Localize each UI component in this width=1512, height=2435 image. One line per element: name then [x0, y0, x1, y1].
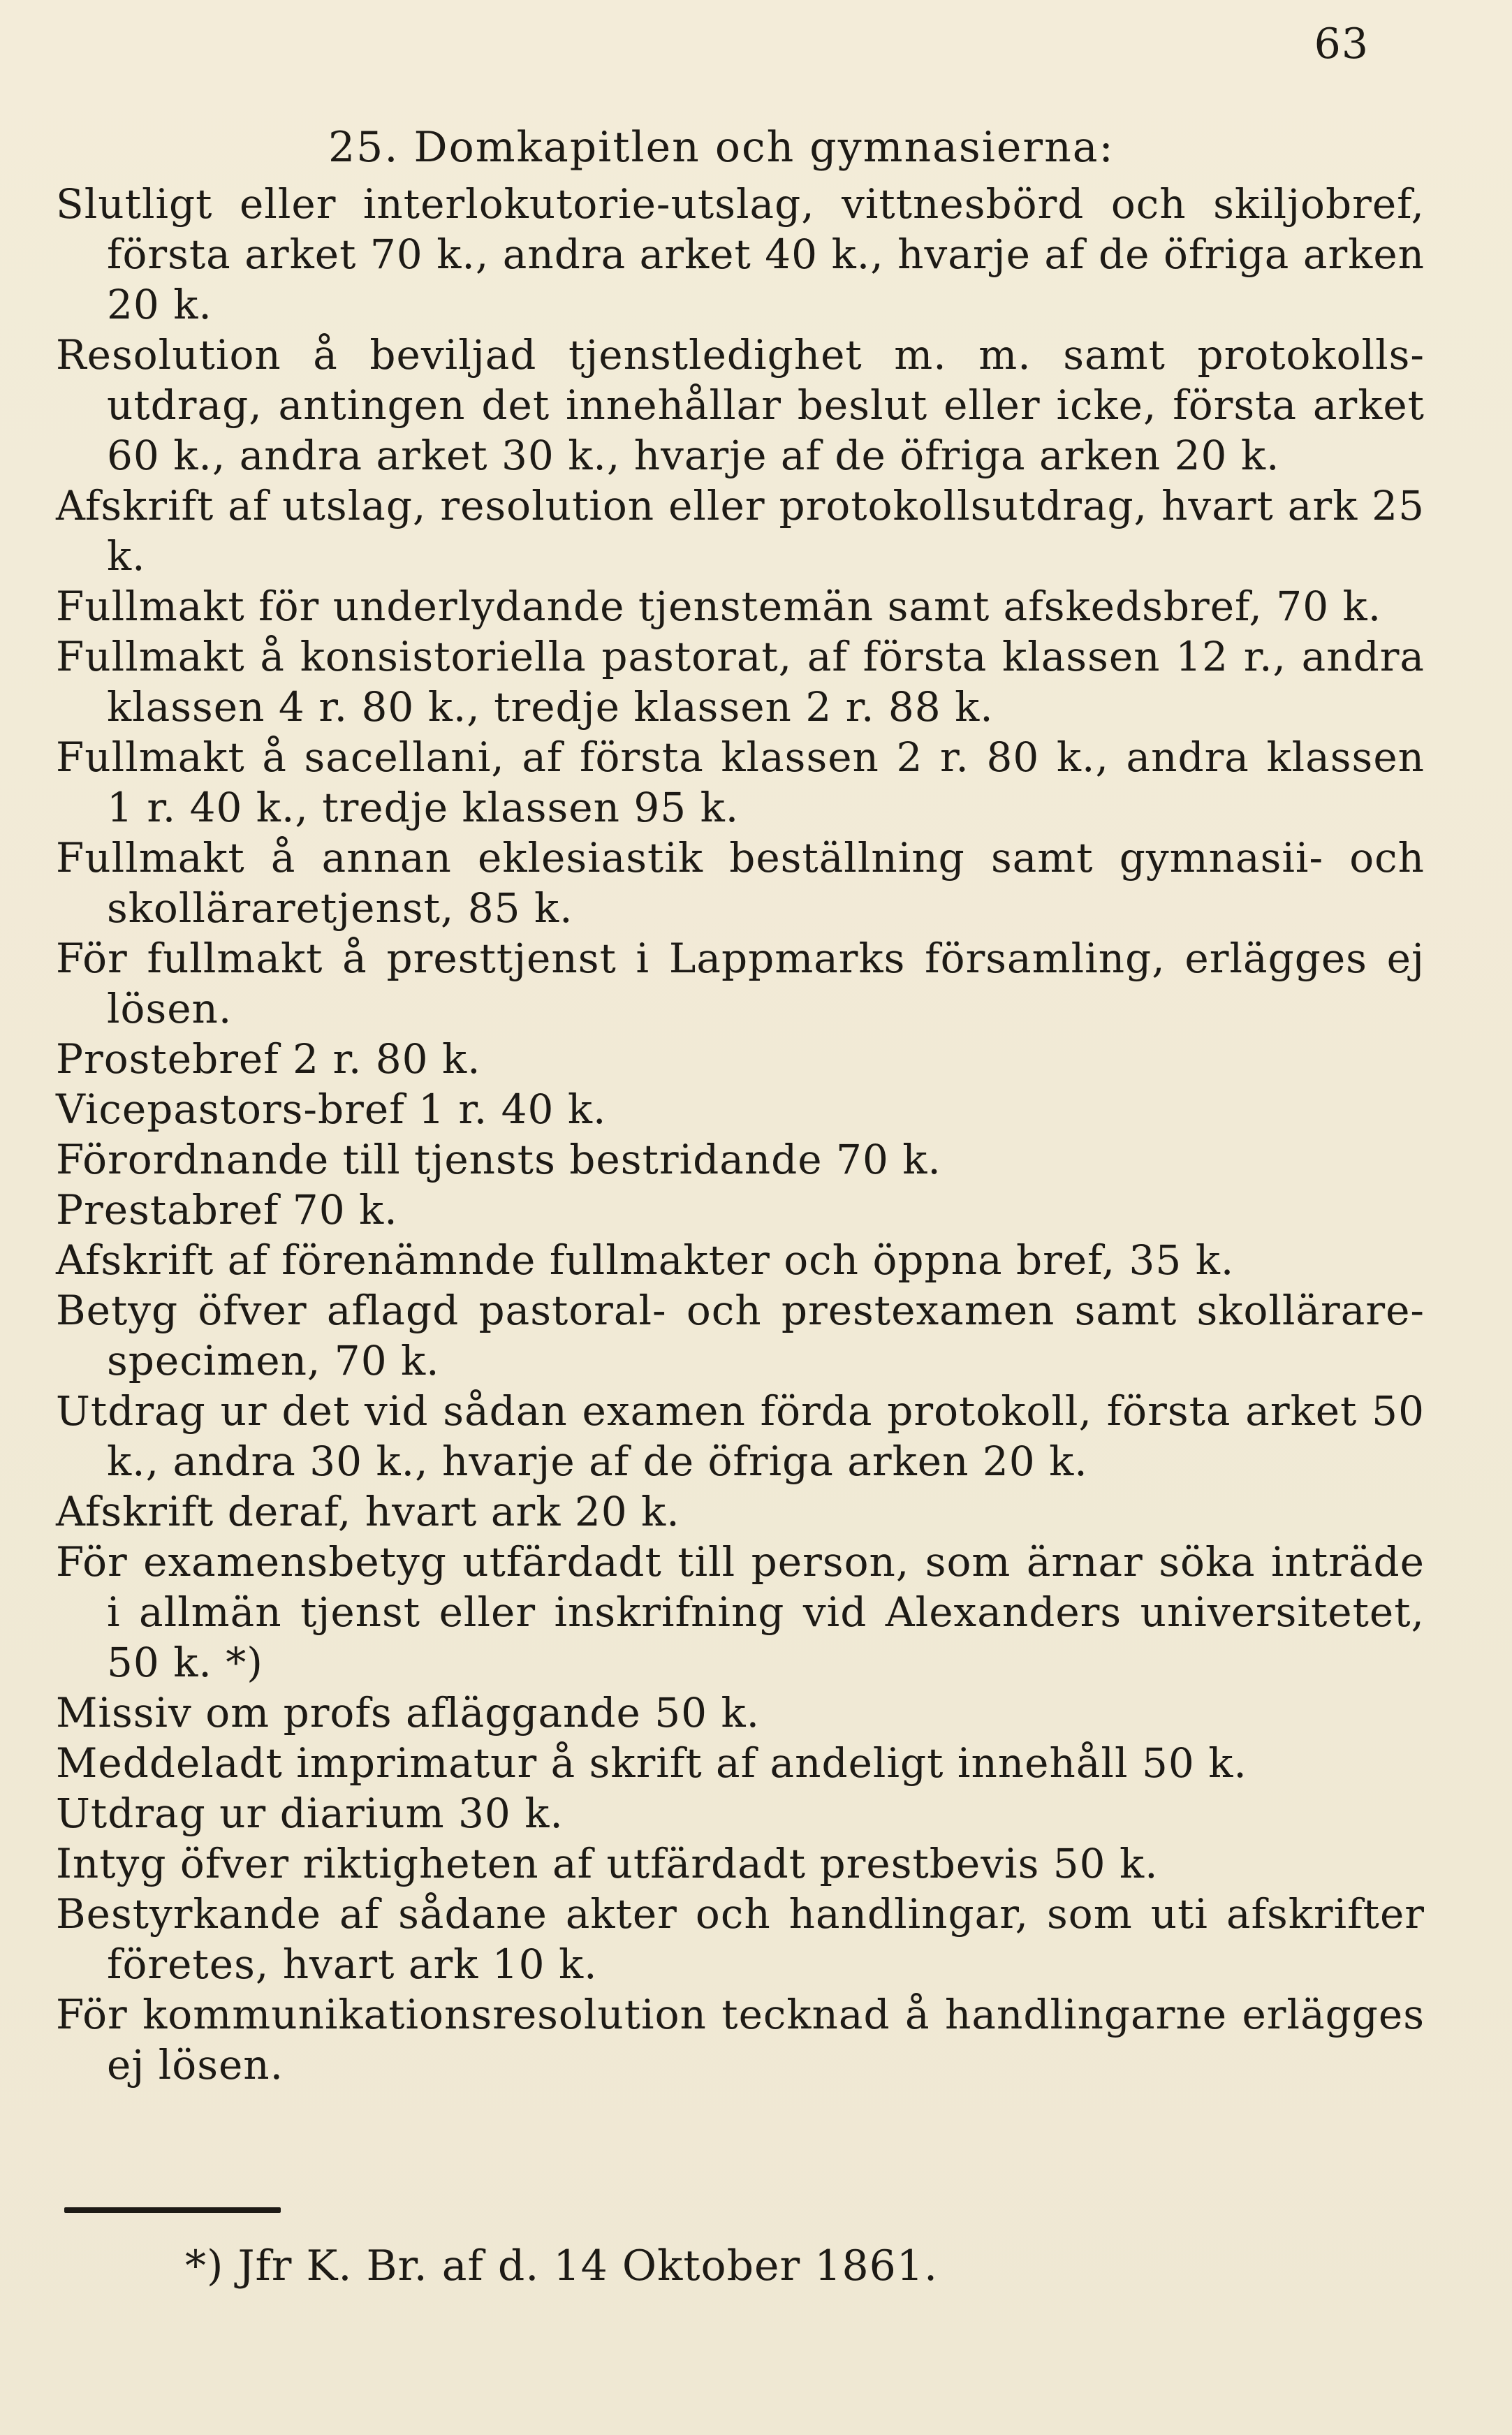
footnote: *) Jfr K. Br. af d. 14 Oktober 1861. [185, 2242, 939, 2290]
fee-entry: Missiv om profs afläggande 50 k. [56, 1689, 761, 1736]
fee-entries-list [56, 179, 1425, 2090]
fee-entry: Vicepastors-bref 1 r. 40 k. [56, 1085, 607, 1133]
fee-entry: Intyg öfver riktigheten af utfärdadt prestbevis 50 k. [56, 1840, 1159, 1887]
fee-entry: Fullmakt å annan eklesiastik beställning samt gymnasii- och skolläraretjenst, 85 k. [56, 834, 1425, 932]
section-title: 25. Domkapitlen och gymnasierna: [328, 123, 1115, 172]
fee-entry: Förordnande till tjensts bestridande 70 k. [56, 1136, 941, 1183]
fee-entry: För kommunikationsresolution tecknad å handlingarne erlägges ej lösen. [56, 1991, 1425, 2089]
footnote-divider [64, 2207, 281, 2213]
fee-entry: Prostebref 2 r. 80 k. [56, 1035, 481, 1083]
fee-entry: Utdrag ur diarium 30 k. [56, 1790, 564, 1837]
fee-entry: Slutligt eller interlokutorie-utslag, vittnesbörd och skiljobref, första arket 70 k., andra arket 40 k., hvarje af de öfriga arken 20 k. [56, 180, 1425, 328]
fee-entry: Afskrift deraf, hvart ark 20 k. [56, 1488, 680, 1535]
fee-entry: Afskrift af utslag, resolution eller protokollsutdrag, hvart ark 25 k. [56, 482, 1425, 580]
fee-entry: Fullmakt å konsistoriella pastorat, af första klassen 12 r., andra klassen 4 r. 80 k., tredje klassen 2 r. 88 k. [56, 633, 1425, 731]
fee-entry: Betyg öfver aflagd pastoral- och prestexamen samt skollärare-specimen, 70 k. [56, 1287, 1425, 1384]
fee-entry: Meddeladt imprimatur å skrift af andeligt innehåll 50 k. [56, 1739, 1247, 1787]
fee-entry: För examensbetyg utfärdadt till person, som ärnar söka inträde i allmän tjenst eller inskrifning vid Alexanders universitetet, 50 k. *) [56, 1538, 1425, 1686]
page-number: 63 [1314, 20, 1369, 68]
fee-entry: Fullmakt för underlydande tjenstemän samt afskedsbref, 70 k. [56, 583, 1382, 630]
fee-entry: Bestyrkande af sådane akter och handlingar, som uti afskrifter företes, hvart ark 10 k. [56, 1890, 1425, 1988]
fee-entry: Prestabref 70 k. [56, 1186, 398, 1234]
fee-entry: Fullmakt å sacellani, af första klassen 2 r. 80 k., andra klassen 1 r. 40 k., tredje klassen 95 k. [56, 733, 1425, 831]
fee-entry: För fullmakt å presttjenst i Lappmarks församling, erlägges ej lösen. [56, 935, 1425, 1032]
fee-entry: Afskrift af förenämnde fullmakter och öppna bref, 35 k. [56, 1236, 1235, 1284]
fee-entry: Resolution å beviljad tjenstledighet m. m. samt protokolls-utdrag, antingen det innehållar beslut eller icke, första arket 60 k., andra arket 30 k., hvarje af de öfriga arken 20 k. [56, 331, 1425, 479]
fee-entry: Utdrag ur det vid sådan examen förda protokoll, första arket 50 k., andra 30 k., hvarje af de öfriga arken 20 k. [56, 1387, 1425, 1485]
